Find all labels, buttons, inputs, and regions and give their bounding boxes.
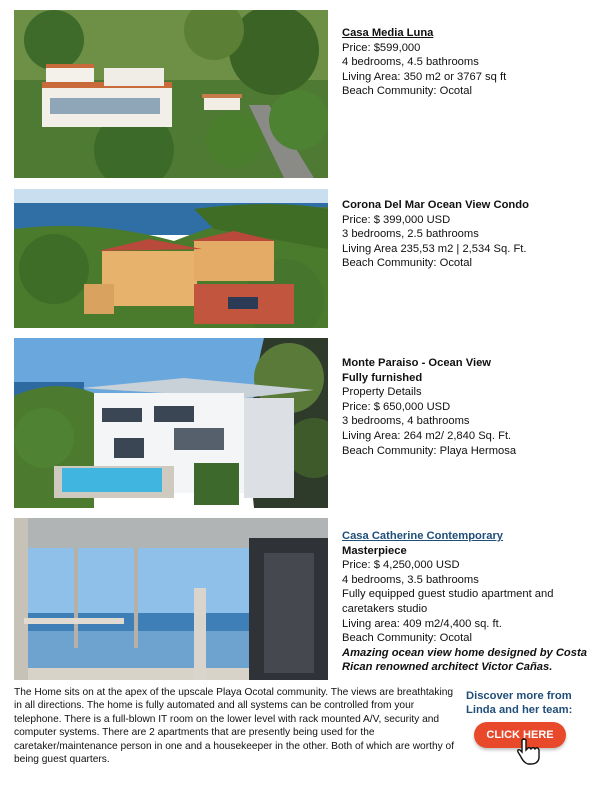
listing-title: Corona Del Mar Ocean View Condo: [342, 199, 529, 211]
corona-del-mar-photo: [14, 189, 328, 328]
listing-price: Price: $ 4,250,000 USD: [342, 559, 460, 572]
listing-rooms: 3 bedrooms, 4 bathrooms: [342, 415, 470, 428]
listing-community: Beach Community: Ocotal: [342, 85, 472, 98]
listing-area: Living Area: 350 m2 or 3767 sq ft: [342, 70, 507, 83]
listing-community: Beach Community: Ocotal: [342, 257, 472, 270]
listing-community: Beach Community: Playa Hermosa: [342, 444, 517, 457]
listing-rooms: 4 bedrooms, 4.5 bathrooms: [342, 56, 479, 69]
listing-monte-paraiso: [342, 356, 602, 458]
casa-catherine-photo: [14, 518, 328, 680]
property-description: The Home sits on at the apex of the upscale Playa Ocotal community. The views are breathtaking in all directions. The home is fully automated and all systems can be controlled from your telephone. There is a full-blown IT room on the lower level with rack mounted A/V, security and computer systems. There are 2 apartments that are presently being used for the caretaker/maintenance person in one and a housekeeper in the other. Both of which are worthy of being guest quarters.: [14, 687, 455, 766]
listing-title[interactable]: Casa Media Luna: [342, 27, 434, 39]
discover-text: Discover more from Linda and her team:: [466, 690, 573, 716]
listing-casa-media-luna: [342, 26, 602, 99]
listing-title-link[interactable]: Casa Catherine Contemporary: [342, 530, 504, 542]
click-here-button[interactable]: CLICK HERE: [474, 722, 566, 748]
listing-price: Price: $ 399,000 USD: [342, 213, 451, 226]
listing-note: Amazing ocean view home designed by Costa Rican renowned architect Victor Cañas.: [342, 646, 587, 674]
listing-corona-del-mar: [342, 198, 602, 271]
listing-area: Living Area 235,53 m2 | 2,534 Sq. Ft.: [342, 242, 527, 255]
listing-community: Beach Community: Ocotal: [342, 632, 472, 645]
listing-subtitle: Fully furnished: [342, 371, 423, 384]
listing-casa-catherine: [342, 529, 602, 675]
listing-details-label: Property Details: [342, 386, 422, 399]
listing-title: Monte Paraiso - Ocean View: [342, 357, 492, 369]
listing-subtitle: Masterpiece: [342, 544, 407, 557]
listing-area: Living area: 409 m2/4,400 sq. ft.: [342, 617, 502, 630]
pointer-hand-icon: [514, 736, 544, 766]
monte-paraiso-photo: [14, 338, 328, 508]
listing-rooms: 4 bedrooms, 3.5 bathrooms: [342, 573, 479, 586]
listing-price: Price: $599,000: [342, 41, 421, 54]
listing-area: Living Area: 264 m2/ 2,840 Sq. Ft.: [342, 429, 512, 442]
listing-extra: Fully equipped guest studio apartment and: [342, 588, 554, 601]
listing-price: Price: $ 650,000 USD: [342, 400, 451, 413]
listing-extra-cont: caretakers studio: [342, 602, 428, 615]
casa-media-luna-photo: [14, 10, 328, 178]
listing-rooms: 3 bedrooms, 2.5 bathrooms: [342, 228, 479, 241]
